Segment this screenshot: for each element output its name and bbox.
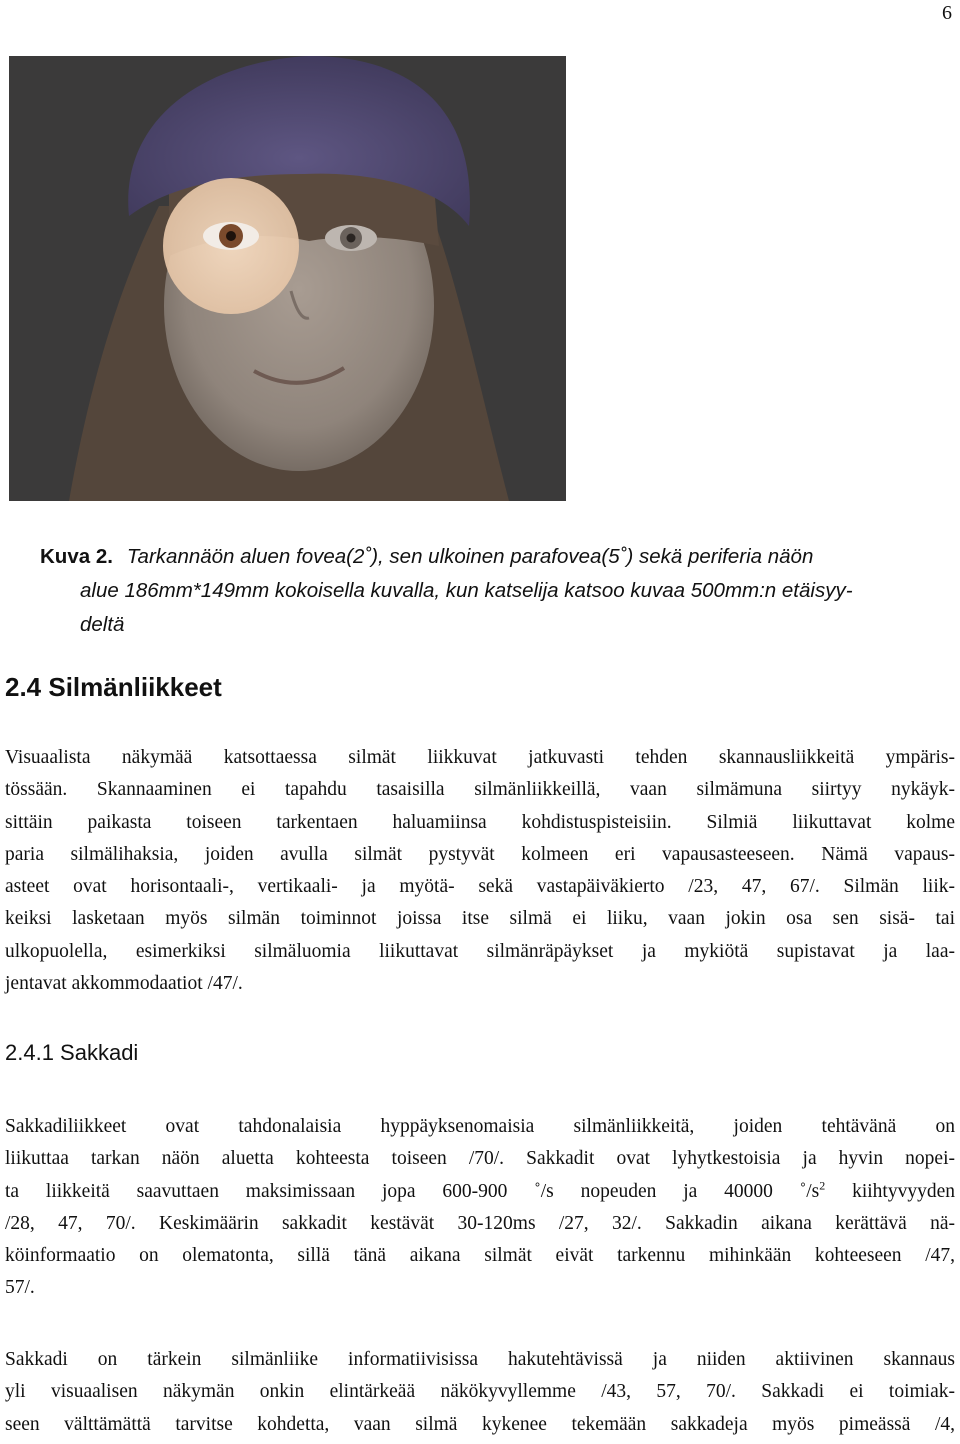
paragraph-line: asteet ovat horisontaali-, vertikaali- ja myötä- sekä vastapäiväkierto /23, 47, 67/. Silmän liik-: [5, 876, 955, 898]
line-text: kiihtyvyyden: [825, 1180, 955, 1202]
caption-line-3: deltä: [80, 613, 125, 636]
section-paragraph: [5, 742, 955, 1000]
line-text: ta liikkeitä saavuttaen maksimissaan jopa 600-900 ˚/s nopeuden ja 40000 ˚/s: [5, 1180, 820, 1202]
paragraph-line: yli visuaalisen näkymän onkin elintärkeää näkökyvyllemme /43, 57, 70/. Sakkadi ei toimiak-: [5, 1381, 955, 1403]
paragraph-line: tössään. Skannaaminen ei tapahdu tasaisilla silmänliikkeillä, vaan silmämuna siirtyy nykäyk-: [5, 779, 955, 801]
caption-label: Kuva 2.: [40, 545, 113, 568]
figure-child-portrait: [9, 56, 566, 501]
paragraph-line: Sakkadiliikkeet ovat tahdonalaisia hyppäyksenomaisia silmänliikkeitä, joiden tehtävänä on: [5, 1116, 955, 1137]
paragraph-line: köinformaatio on olematonta, sillä tänä aikana silmät eivät tarkennu mihinkään kohteeseen /47,: [5, 1245, 955, 1267]
paragraph-line: [5, 1176, 955, 1208]
subsection-heading: 2.4.1 Sakkadi: [5, 1040, 139, 1065]
paragraph-line: Visuaalista näkymää katsottaessa silmät liikkuvat jatkuvasti tehden skannausliikkeitä ympäris-: [5, 747, 955, 768]
portrait-illustration: [9, 56, 566, 501]
paragraph-line: paria silmälihaksia, joiden avulla silmät pystyvät kolmeen eri vapausasteeseen. Nämä vapaus-: [5, 843, 955, 865]
paragraph-line: liikuttaa tarkan näön aluetta kohteesta toiseen /70/. Sakkadit ovat lyhytkestoisia ja hyvin nopei-: [5, 1148, 955, 1170]
caption-line-1: Tarkannäön aluen fovea(2˚), sen ulkoinen parafovea(5˚) sekä periferia näön: [126, 545, 814, 568]
subsection-paragraph-2: [5, 1344, 955, 1441]
page-number: 6: [942, 2, 952, 24]
paragraph-line: seen välttämättä tarvitse kohdetta, vaan silmä kykenee tekemään sakkadeja myös pimeässä /4,: [5, 1413, 955, 1435]
superscript: 2: [819, 1178, 826, 1193]
caption-line-2: alue 186mm*149mm kokoisella kuvalla, kun katselija katsoo kuvaa 500mm:n etäisyy-: [80, 579, 853, 602]
right-pupil: [347, 234, 356, 243]
paragraph-line: jentavat akkommodaatiot /47/.: [5, 973, 243, 995]
paragraph-line: sittäin paikasta toiseen tarkentaen haluamiinsa kohdistuspisteisiin. Silmiä liikuttavat kolme: [5, 811, 955, 833]
left-pupil: [226, 231, 236, 241]
paragraph-line: /28, 47, 70/. Keskimäärin sakkadit kestävät 30-120ms /27, 32/. Sakkadin aikana kerättävä nä-: [5, 1212, 955, 1234]
paragraph-line: keiksi lasketaan myös silmän toiminnot joissa itse silmä ei liiku, vaan jokin osa sen sisä- tai: [5, 908, 955, 930]
paragraph-line: Sakkadi on tärkein silmänliike informatiivisissa hakutehtävissä ja niiden aktiivinen skannaus: [5, 1349, 955, 1370]
subsection-paragraph-1: [5, 1111, 955, 1305]
section-heading: 2.4 Silmänliikkeet: [5, 672, 222, 702]
paragraph-line: 57/.: [5, 1277, 35, 1299]
figure-caption: [40, 540, 940, 642]
paragraph-line: ulkopuolella, esimerkiksi silmäluomia liikuttavat silmänräpäykset ja mykiötä supistavat ja laa-: [5, 940, 955, 962]
